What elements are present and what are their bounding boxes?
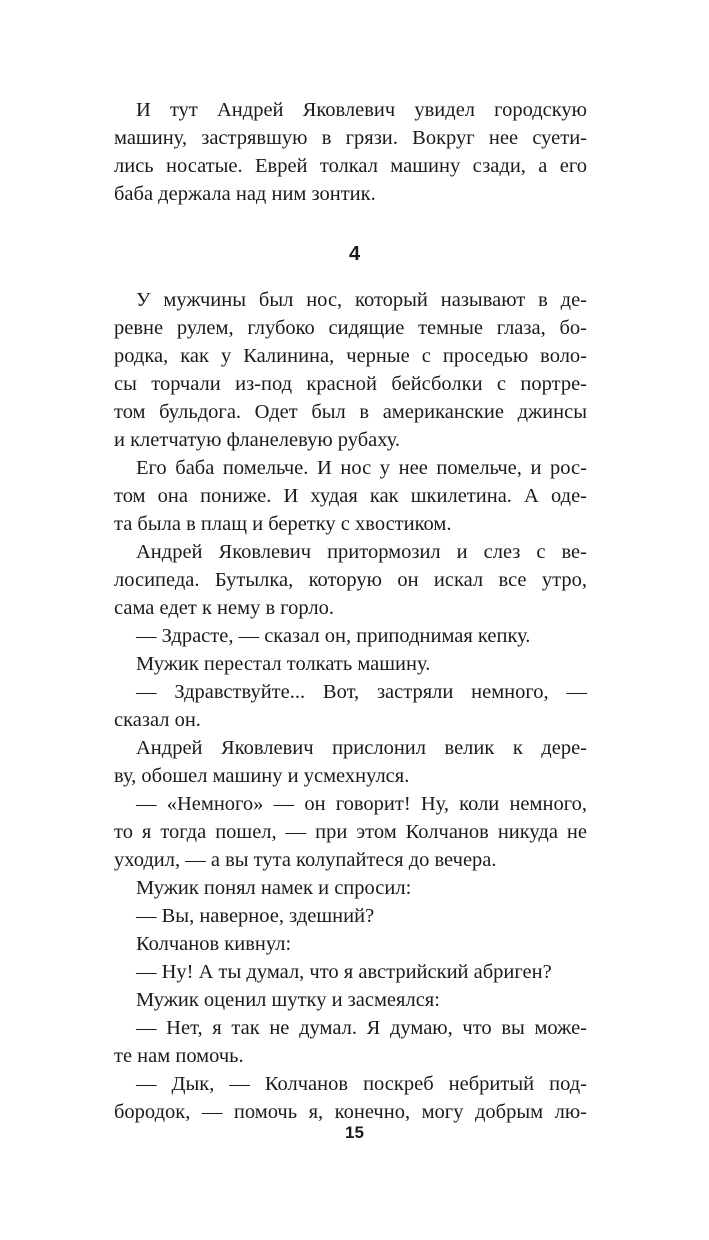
paragraph (114, 1070, 587, 1126)
paragraph (114, 96, 587, 208)
paragraph (114, 874, 587, 902)
text-line: — Нет, я так не думал. Я думаю, что вы може- (136, 1017, 587, 1039)
text-line: Андрей Яковлевич притормозил и слез с ве- (136, 541, 587, 563)
text-line: то я тогда пошел, — при этом Колчанов никуда не (114, 821, 587, 843)
text-line: — Дык, — Колчанов поскреб небритый под- (136, 1073, 587, 1095)
text-line: сама едет к нему в горло. (114, 597, 334, 619)
top-text-block (114, 96, 587, 208)
paragraph (114, 622, 587, 650)
text-line: Мужик понял намек и спросил: (136, 877, 412, 899)
text-line: Его баба помельче. И нос у нее помельче, и рос- (136, 457, 587, 479)
paragraph (114, 958, 587, 986)
text-line: том бульдога. Одет был в американские джинсы (114, 401, 587, 423)
text-line: те нам помочь. (114, 1045, 244, 1067)
text-line: уходил, — а вы тута колупайтеся до вечера. (114, 849, 497, 871)
text-line: бородок, — помочь я, конечно, могу добрым лю- (114, 1101, 587, 1123)
paragraph (114, 902, 587, 930)
text-line: баба держала над ним зонтик. (114, 183, 376, 205)
text-line: та была в плащ и беретку с хвостиком. (114, 513, 452, 535)
paragraph (114, 650, 587, 678)
text-line: — «Немного» — он говорит! Ну, коли немного, (136, 793, 587, 815)
text-line: лись носатые. Еврей толкал машину сзади, а его (114, 155, 587, 177)
paragraph (114, 286, 587, 454)
text-line: ревне рулем, глубоко сидящие темные глаза, бо- (114, 317, 587, 339)
text-line: Мужик перестал толкать машину. (136, 653, 431, 675)
text-line: Мужик оценил шутку и засмеялся: (136, 989, 440, 1011)
text-line: лосипеда. Бутылка, которую он искал все утро, (114, 569, 587, 591)
paragraph (114, 790, 587, 874)
text-line: Колчанов кивнул: (136, 933, 292, 955)
paragraph (114, 538, 587, 622)
text-line: — Здравствуйте... Вот, застряли немного, — (136, 681, 587, 703)
text-line: И тут Андрей Яковлевич увидел городскую (136, 99, 587, 121)
text-line: — Ну! А ты думал, что я австрийский абриген? (136, 961, 552, 983)
text-line: родка, как у Калинина, черные с проседью воло- (114, 345, 587, 367)
text-line: — Здрасте, — сказал он, приподнимая кепку. (136, 625, 531, 647)
paragraph (114, 1014, 587, 1070)
text-line: сказал он. (114, 709, 201, 731)
text-line: У мужчины был нос, который называют в де- (136, 289, 587, 311)
page-number: 15 (345, 1123, 364, 1142)
paragraph (114, 734, 587, 790)
text-line: том она пониже. И худая как шкилетина. А оде- (114, 485, 587, 507)
text-line: машину, застрявшую в грязи. Вокруг нее суети- (114, 127, 587, 149)
paragraph (114, 930, 587, 958)
text-line: сы торчали из-под красной бейсболки с портре- (114, 373, 587, 395)
text-line: и клетчатую фланелевую рубаху. (114, 429, 401, 451)
chapter-number: 4 (348, 243, 361, 265)
paragraph (114, 986, 587, 1014)
text-line: ву, обошел машину и усмехнулся. (114, 765, 410, 787)
chapter-text-block (114, 286, 587, 1126)
paragraph (114, 454, 587, 538)
paragraph (114, 678, 587, 734)
text-line: Андрей Яковлевич прислонил велик к дере- (136, 737, 587, 759)
text-line: — Вы, наверное, здешний? (136, 905, 375, 927)
